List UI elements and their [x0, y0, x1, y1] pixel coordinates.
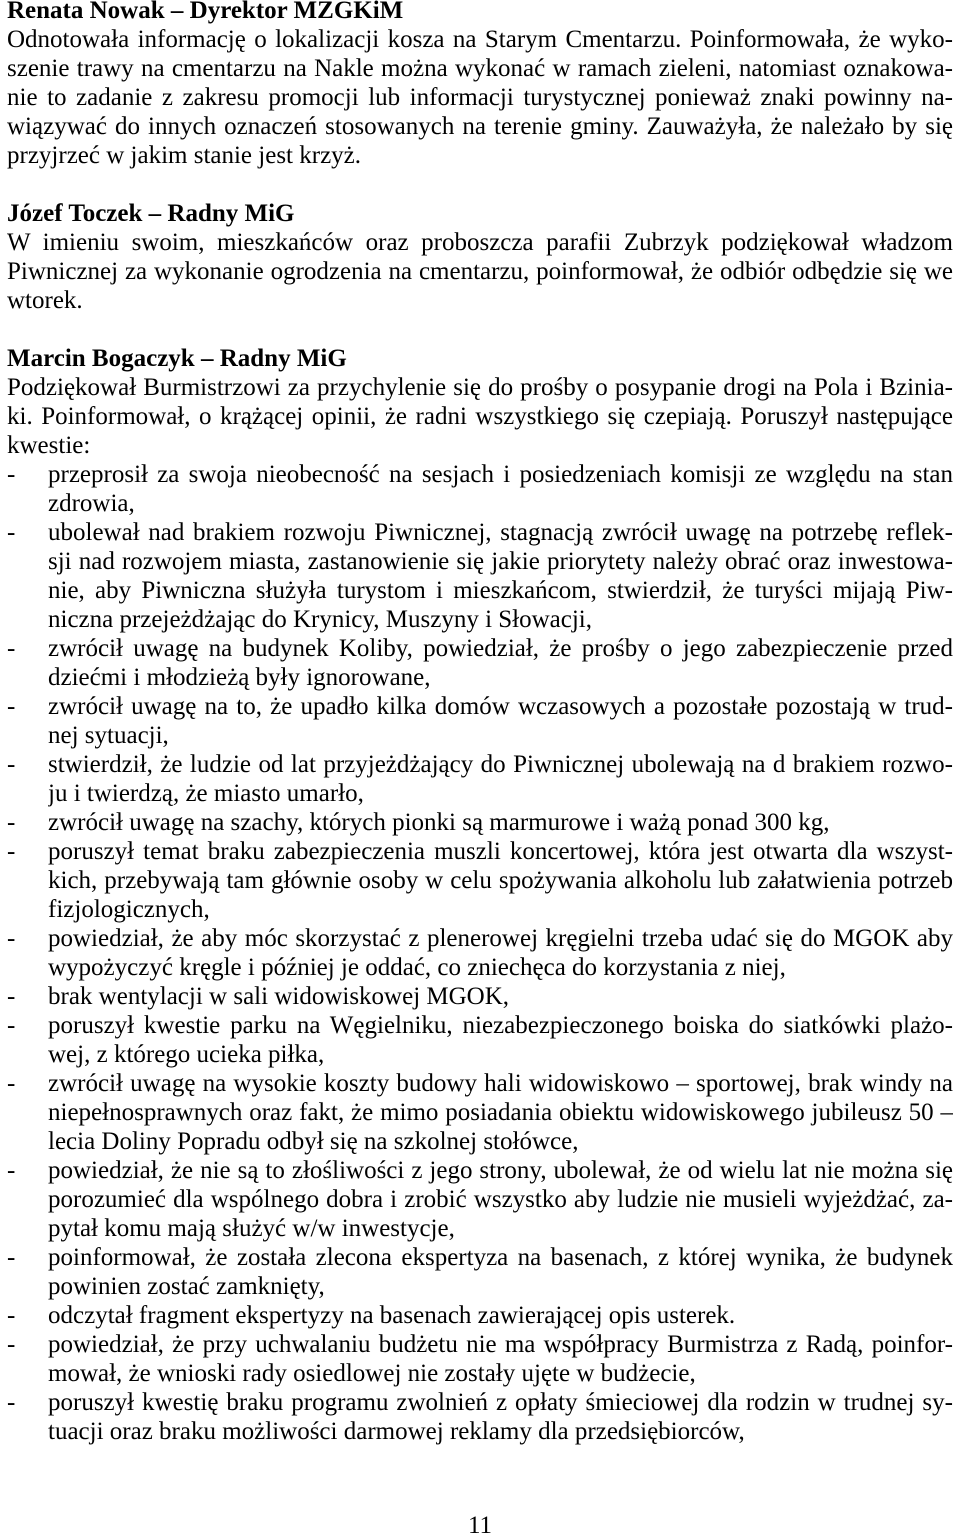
text-line: wtorek. — [7, 287, 83, 314]
list-item — [7, 518, 953, 634]
paragraph — [7, 25, 953, 170]
list-item — [7, 837, 953, 924]
text-line: kich, przebywają tam głównie osoby w celu spożywania alkoholu lub załatwienia potrzeb — [48, 867, 953, 894]
text-line: kwestie: — [7, 432, 91, 459]
list-dash: - — [7, 1302, 16, 1329]
text-line: zwrócił uwagę na wysokie koszty budowy hali widowiskowo – sportowej, brak windy na — [48, 1070, 953, 1097]
section-renata-nowak — [7, 0, 953, 170]
text-line: Piwnicznej za wykonanie ogrodzenia na cmentarzu, poinformował, że odbiór odbędzie się we — [7, 258, 953, 285]
list-item — [7, 924, 953, 982]
text-line: szenie trawy na cmentarzu na Nakle można wykonać w ramach zieleni, natomiast oznakowa- — [7, 55, 953, 82]
text-line: przyjrzeć w jakim stanie jest krzyż. — [7, 142, 362, 169]
list-dash: - — [7, 1331, 16, 1358]
speaker-heading: Józef Toczek – Radny MiG — [7, 200, 295, 227]
list-dash: - — [7, 925, 16, 952]
list-dash: - — [7, 519, 16, 546]
issues-list — [7, 460, 953, 1446]
list-item — [7, 808, 953, 837]
text-line: W imieniu swoim, mieszkańców oraz proboszcza parafii Zubrzyk podziękował władzom — [7, 229, 953, 256]
list-item — [7, 1243, 953, 1301]
list-item — [7, 982, 953, 1011]
text-line: niczna przejeżdżając do Krynicy, Muszyny i Słowacji, — [48, 606, 593, 633]
text-line: ju i twierdzą, że miasto umarło, — [48, 780, 364, 807]
paragraph — [7, 228, 953, 315]
list-dash: - — [7, 1389, 16, 1416]
text-line: nie to zadanie z zakresu promocji lub informacji turystycznej ponieważ znaki powinny na- — [7, 84, 953, 111]
text-line: porozumieć dla wspólnego dobra i zrobić wszystko aby ludzie nie musieli wyjeżdżać, za- — [48, 1186, 953, 1213]
text-line: lecia Doliny Popradu odbył się na szkolnej stołówce, — [48, 1128, 579, 1155]
text-line: wej, z którego ucieka piłka, — [48, 1041, 325, 1068]
text-line: powiedział, że aby móc skorzystać z plenerowej kręgielni trzeba udać się do MGOK aby — [48, 925, 953, 952]
text-line: poruszył kwestię braku programu zwolnień z opłaty śmieciowej dla rodzin w trudnej sy- — [48, 1389, 953, 1416]
text-line: powiedział, że nie są to złośliwości z jego strony, ubolewał, że od wielu lat nie można się — [48, 1157, 953, 1184]
section-marcin-bogaczyk — [7, 344, 953, 1446]
text-line: zwrócił uwagę na to, że upadło kilka domów wczasowych a pozostałe pozostają w trud- — [48, 693, 953, 720]
list-dash: - — [7, 635, 16, 662]
list-item — [7, 692, 953, 750]
speaker-heading: Renata Nowak – Dyrektor MZGKiM — [7, 0, 404, 24]
paragraph — [7, 373, 953, 460]
document-page — [7, 0, 953, 1446]
list-dash: - — [7, 809, 16, 836]
speaker-heading: Marcin Bogaczyk – Radny MiG — [7, 345, 347, 372]
list-dash: - — [7, 461, 16, 488]
list-dash: - — [7, 693, 16, 720]
text-line: poinformował, że została zlecona ekspertyza na basenach, z której wynika, że budynek — [48, 1244, 953, 1271]
text-line: zdrowia, — [48, 490, 135, 517]
text-line: dziećmi i młodzieżą były ignorowane, — [48, 664, 431, 691]
list-item — [7, 634, 953, 692]
list-dash: - — [7, 1244, 16, 1271]
text-line: przeprosił za swoja nieobecność na sesjach i posiedzeniach komisji ze względu na stan — [48, 461, 953, 488]
text-line: fizjologicznych, — [48, 896, 210, 923]
list-item — [7, 460, 953, 518]
text-line: poruszył temat braku zabezpieczenia muszli koncertowej, która jest otwarta dla wszyst- — [48, 838, 953, 865]
text-line: nej sytuacji, — [48, 722, 169, 749]
list-item — [7, 1011, 953, 1069]
text-line: zwrócił uwagę na budynek Koliby, powiedział, że prośby o jego zabezpieczenie przed — [48, 635, 953, 662]
list-dash: - — [7, 751, 16, 778]
list-item — [7, 1330, 953, 1388]
text-line: wypożyczyć kręgle i później je oddać, co zniechęca do korzystania z niej, — [48, 954, 786, 981]
text-line: powiedział, że przy uchwalaniu budżetu nie ma współpracy Burmistrza z Radą, poinfor- — [48, 1331, 953, 1358]
text-line: stwierdził, że ludzie od lat przyjeżdżający do Piwnicznej ubolewają na d brakiem rozwo- — [48, 751, 953, 778]
text-line: Odnotowała informację o lokalizacji kosza na Starym Cmentarzu. Poinformowała, że wyko- — [7, 26, 953, 53]
text-line: zwrócił uwagę na szachy, których pionki są marmurowe i ważą ponad 300 kg, — [48, 809, 830, 836]
text-line: mował, że wnioski rady osiedlowej nie zostały ujęte w budżecie, — [48, 1360, 696, 1387]
text-line: tuacji oraz braku możliwości darmowej reklamy dla przedsiębiorców, — [48, 1418, 745, 1445]
text-line: nie, aby Piwniczna służyła turystom i mieszkańcom, stwierdził, że turyści mijają Piw- — [48, 577, 953, 604]
list-dash: - — [7, 1012, 16, 1039]
list-item — [7, 1388, 953, 1446]
text-line: brak wentylacji w sali widowiskowej MGOK, — [48, 983, 510, 1010]
section-jozef-toczek — [7, 199, 953, 315]
text-line: ki. Poinformował, o krążącej opinii, że radni wszystkiego się czepiają. Poruszył następujące — [7, 403, 953, 430]
text-line: poruszył kwestie parku na Węgielniku, niezabezpieczonego boiska do siatkówki plażo- — [48, 1012, 953, 1039]
list-item — [7, 1156, 953, 1243]
text-line: ubolewał nad brakiem rozwoju Piwnicznej, stagnacją zwrócił uwagę na potrzebę reflek- — [48, 519, 953, 546]
list-item — [7, 750, 953, 808]
text-line: pytał komu mają służyć w/w inwestycje, — [48, 1215, 455, 1242]
list-item — [7, 1069, 953, 1156]
text-line: Podziękował Burmistrzowi za przychylenie się do prośby o posypanie drogi na Pola i Bzinia- — [7, 374, 953, 401]
list-dash: - — [7, 1157, 16, 1184]
text-line: niepełnosprawnych oraz fakt, że mimo posiadania obiektu widowiskowego jubileusz 50 – — [48, 1099, 953, 1126]
list-dash: - — [7, 1070, 16, 1097]
list-item — [7, 1301, 953, 1330]
text-line: sji nad rozwojem miasta, zastanowienie się jakie priorytety należy obrać oraz inwestowa- — [48, 548, 953, 575]
text-line: odczytał fragment ekspertyzy na basenach zawierającej opis usterek. — [48, 1302, 736, 1329]
list-dash: - — [7, 983, 16, 1010]
page-number: 11 — [467, 1512, 493, 1539]
text-line: powinien zostać zamknięty, — [48, 1273, 325, 1300]
list-dash: - — [7, 838, 16, 865]
text-line: wiązywać do innych oznaczeń stosowanych na terenie gminy. Zauważyła, że należało by się — [7, 113, 953, 140]
